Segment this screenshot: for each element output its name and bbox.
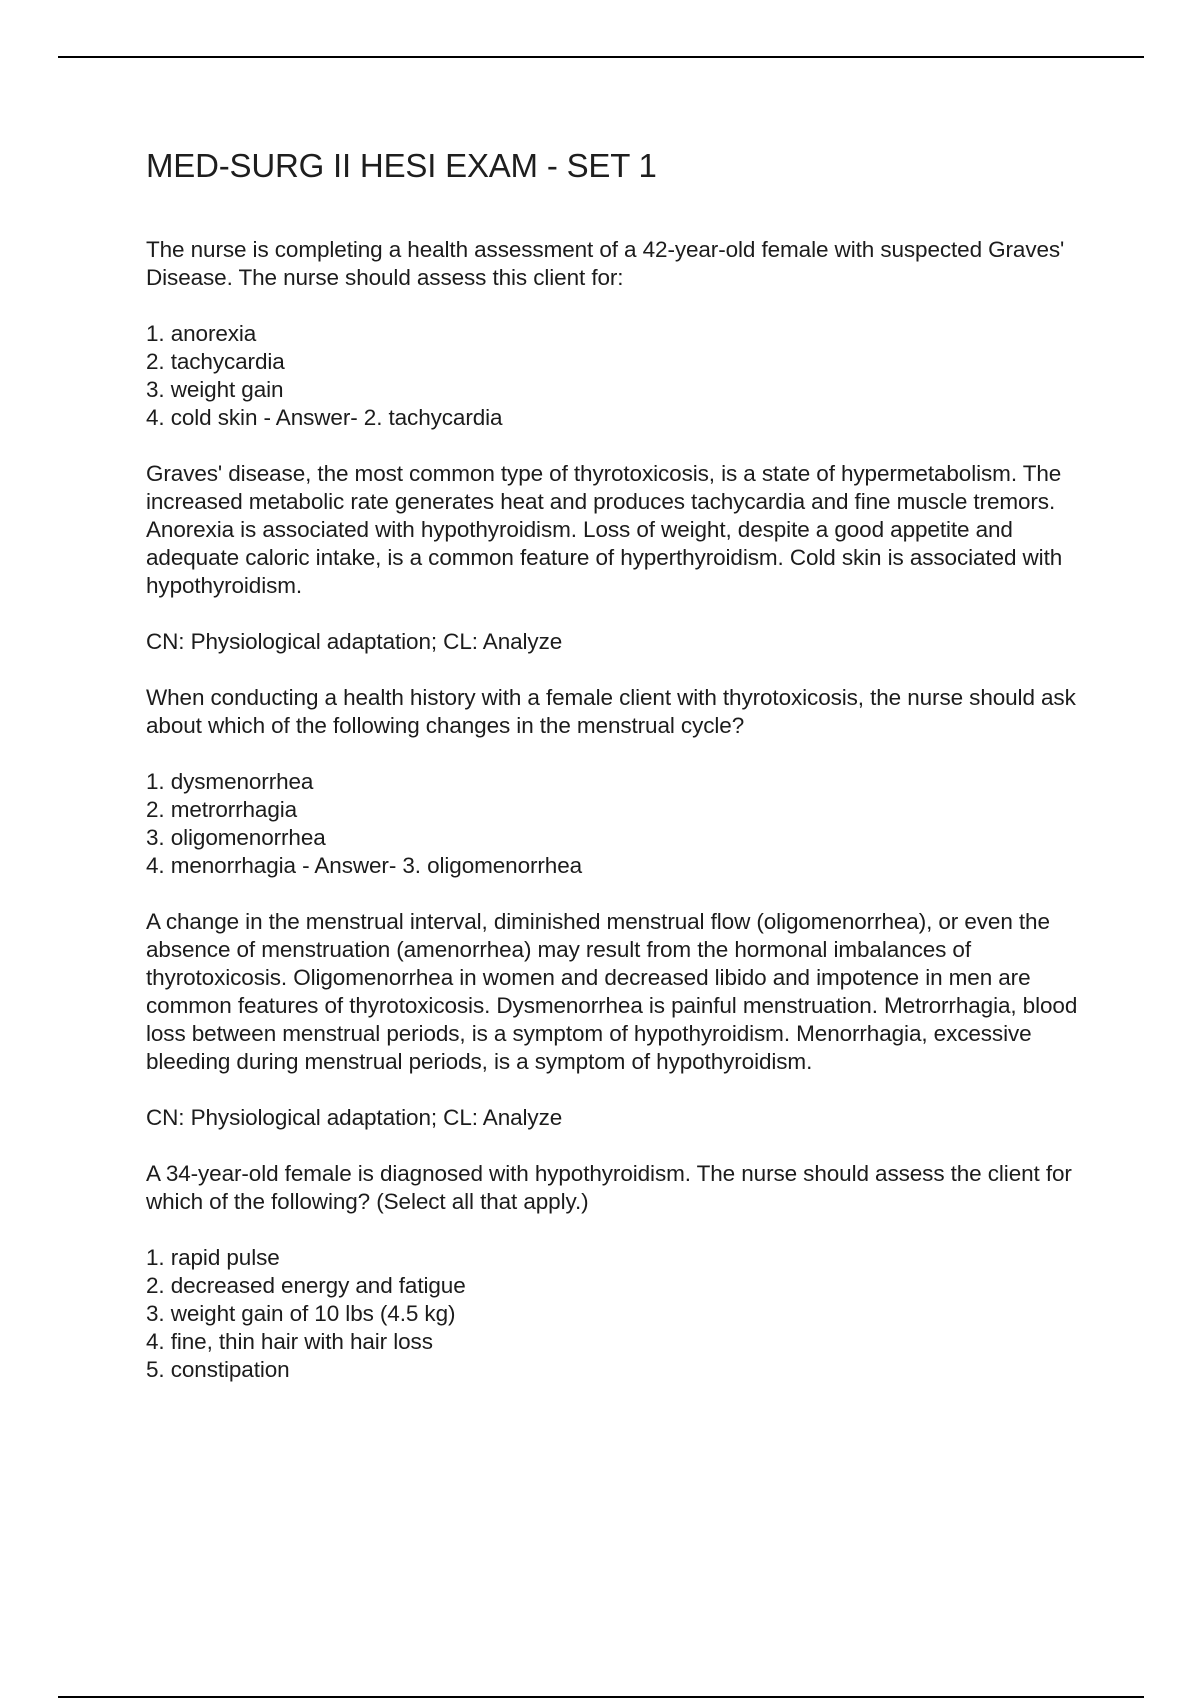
option-item: 5. constipation — [146, 1357, 290, 1382]
question-1-rationale: Graves' disease, the most common type of thyrotoxicosis, is a state of hypermetabolism. The increased metabolic rate generates heat and produces tachycardia and fine muscle tremors. Anorexia is associated with hypothyroidism. Loss of weight, despite a good appetite and adequate caloric intake, is a common feature of hyperthyroidism. Cold skin is associated with hypothyroidism. — [146, 461, 1063, 598]
option-item: 4. fine, thin hair with hair loss — [146, 1329, 433, 1354]
option-item: 3. weight gain — [146, 377, 284, 402]
option-item: 1. dysmenorrhea — [146, 769, 314, 794]
question-2-client-needs: CN: Physiological adaptation; CL: Analyze — [146, 1105, 563, 1130]
question-2-stem: When conducting a health history with a female client with thyrotoxicosis, the nurse should ask about which of the following changes in the menstrual cycle? — [146, 685, 1076, 738]
option-item: 2. metrorrhagia — [146, 797, 298, 822]
option-item: 1. rapid pulse — [146, 1245, 280, 1270]
question-1-stem: The nurse is completing a health assessment of a 42-year-old female with suspected Graves' Disease. The nurse should assess this client for: — [146, 237, 1065, 290]
question-1 — [146, 236, 1086, 656]
question-1-options — [146, 320, 1086, 432]
top-rule — [58, 56, 1144, 58]
option-item-with-answer: 4. cold skin - Answer- 2. tachycardia — [146, 405, 503, 430]
question-2-rationale: A change in the menstrual interval, diminished menstrual flow (oligomenorrhea), or even the absence of menstruation (amenorrhea) may result from the hormonal imbalances of thyrotoxicosis. Oligomenorrhea in women and decreased libido and impotence in men are common features of thyrotoxicosis. Dysmenorrhea is painful menstruation. Metrorrhagia, blood loss between menstrual periods, is a symptom of hypothyroidism. Menorrhagia, excessive bleeding during menstrual periods, is a symptom of hypothyroidism. — [146, 909, 1078, 1074]
option-item: 2. tachycardia — [146, 349, 285, 374]
option-item: 3. oligomenorrhea — [146, 825, 326, 850]
option-item: 1. anorexia — [146, 321, 257, 346]
option-item-with-answer: 4. menorrhagia - Answer- 3. oligomenorrhea — [146, 853, 583, 878]
question-3-options — [146, 1244, 1086, 1384]
bottom-rule — [58, 1696, 1144, 1698]
question-2-options — [146, 768, 1086, 880]
option-item: 3. weight gain of 10 lbs (4.5 kg) — [146, 1301, 456, 1326]
option-item: 2. decreased energy and fatigue — [146, 1273, 466, 1298]
document-title: MED-SURG II HESI EXAM - SET 1 — [146, 147, 657, 184]
document-body — [146, 140, 1086, 1384]
question-1-client-needs: CN: Physiological adaptation; CL: Analyze — [146, 629, 563, 654]
question-3-stem: A 34-year-old female is diagnosed with hypothyroidism. The nurse should assess the client for which of the following? (Select all that apply.) — [146, 1161, 1072, 1214]
question-2 — [146, 684, 1086, 1132]
question-3 — [146, 1160, 1086, 1384]
